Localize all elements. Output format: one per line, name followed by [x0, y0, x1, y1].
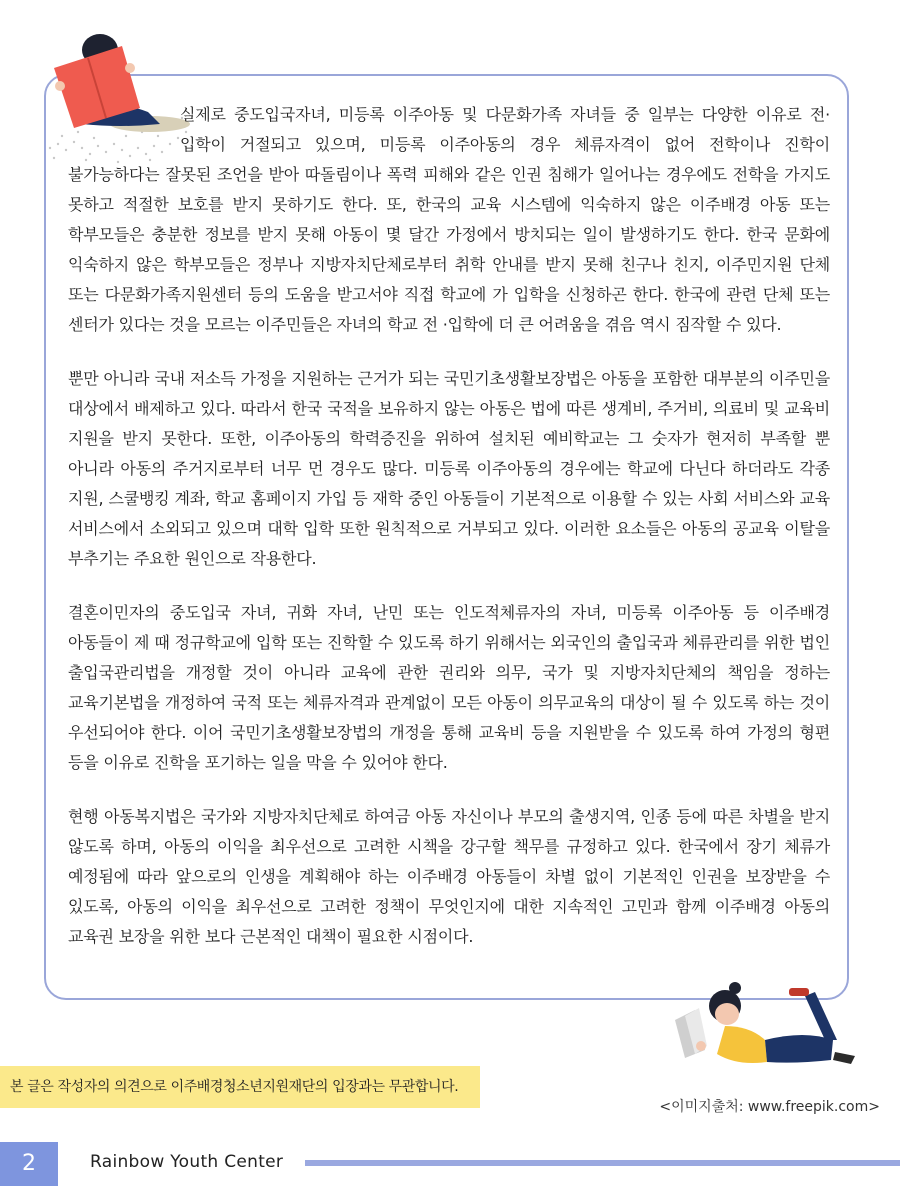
footer-divider: [305, 1160, 900, 1166]
lying-reader-illustration: [655, 970, 870, 1080]
page-number: 2: [0, 1142, 58, 1186]
illustration-spacer: [68, 100, 180, 160]
image-source-credit: <이미지출처: www.freepik.com>: [659, 1099, 880, 1115]
disclaimer-note: 본 글은 작성자의 의견으로 이주배경청소년지원재단의 입장과는 무관합니다.: [0, 1066, 480, 1108]
paragraph-3: 결혼이민자의 중도입국 자녀, 귀화 자녀, 난민 또는 인도적체류자의 자녀, 미등록 이주아동 등 이주배경 아동들이 제 때 정규학교에 입학 또는 진학할 수 있도록 하기 위해서는 외국인의 출입국과 체류관리를 위한 법인 출입국관리법을 개정할 것이 아니라 교육에 관한 권리와 의무, 국가 및 지방자치단체의 책임을 정하는 교육기본법을 개정하여 국적 또는 체류자격과 관계없이 모든 아동이 의무교육의 대상이 될 수 있도록 하는 것이 우선되어야 한다. 이어 국민기초생활보장법의 개정을 통해 교육비 등을 지원받을 수 있도록 하여 가정의 형편 등을 이유로 진학을 포기하는 일을 막을 수 있어야 한다.: [68, 603, 830, 772]
paragraph-2: 뿐만 아니라 국내 저소득 가정을 지원하는 근거가 되는 국민기초생활보장법은 아동을 포함한 대부분의 이주민을 대상에서 배제하고 있다. 따라서 한국 국적을 보유하지 않는 아동은 법에 따른 생계비, 주거비, 의료비 및 교육비 지원을 받지 못한다. 또한, 이주아동의 학력증진을 위하여 설치된 예비학교는 그 숫자가 현저히 부족할 뿐 아니라 아동의 주거지로부터 너무 먼 경우도 많다. 미등록 이주아동의 경우에는 학교에 다닌다 하더라도 각종 지원, 스쿨뱅킹 계좌, 학교 홈페이지 가입 등 재학 중인 아동들이 기본적으로 이용할 수 있는 사회 서비스와 교육 서비스에서 소외되고 있으며 대학 입학 또한 원칙적으로 거부되고 있다. 이러한 요소들은 아동의 공교육 이탈을 부추기는 주요한 원인으로 작용한다.: [68, 369, 830, 568]
footer-title: Rainbow Youth Center: [90, 1152, 284, 1172]
paragraph-1: 실제로 중도입국자녀, 미등록 이주아동 및 다문화가족 자녀들 중 일부는 다양한 이유로 전·입학이 거절되고 있으며, 미등록 이주아동의 경우 체류자격이 없어 전학이나 진학이 불가능하다는 잘못된 조언을 받아 따돌림이나 폭력 피해와 같은 인권 침해가 일어나는 경우에도 전학을 가지도 못하고 적절한 보호를 받지 못하기도 한다. 또, 한국의 교육 시스템에 익숙하지 않은 이주배경 아동 또는 학부모들은 충분한 정보를 받지 못해 아동이 몇 달간 가정에서 방치되는 일이 발생하기도 한다. 한국 문화에 익숙하지 않은 학부모들은 정부나 지방자치단체로부터 취학 안내를 받지 못해 친구나 친지, 이주민지원 단체 또는 다문화가족지원센터 등의 도움을 받고서야 직접 학교에 가 입학을 신청하곤 한다. 한국에 관련 단체 또는 센터가 있다는 것을 모르는 이주민들은 자녀의 학교 전 ·입학에 더 큰 어려움을 겪음 역시 짐작할 수 있다.: [68, 100, 830, 340]
article-body: [68, 100, 830, 976]
paragraph-4: 현행 아동복지법은 국가와 지방자치단체로 하여금 아동 자신이나 부모의 출생지역, 인종 등에 따른 차별을 받지 않도록 하며, 아동의 이익을 최우선으로 고려한 시책을 강구할 책무를 규정하고 있다. 한국에서 장기 체류가 예정됨에 따라 앞으로의 인생을 계획해야 하는 이주배경 아동들이 차별 없이 기본적인 인권을 보장받을 수 있도록, 아동의 이익을 최우선으로 고려한 정책이 무엇인지에 대한 지속적인 고민과 함께 이주배경 아동의 교육권 보장을 위한 보다 근본적인 대책이 필요한 시점이다.: [68, 807, 830, 946]
